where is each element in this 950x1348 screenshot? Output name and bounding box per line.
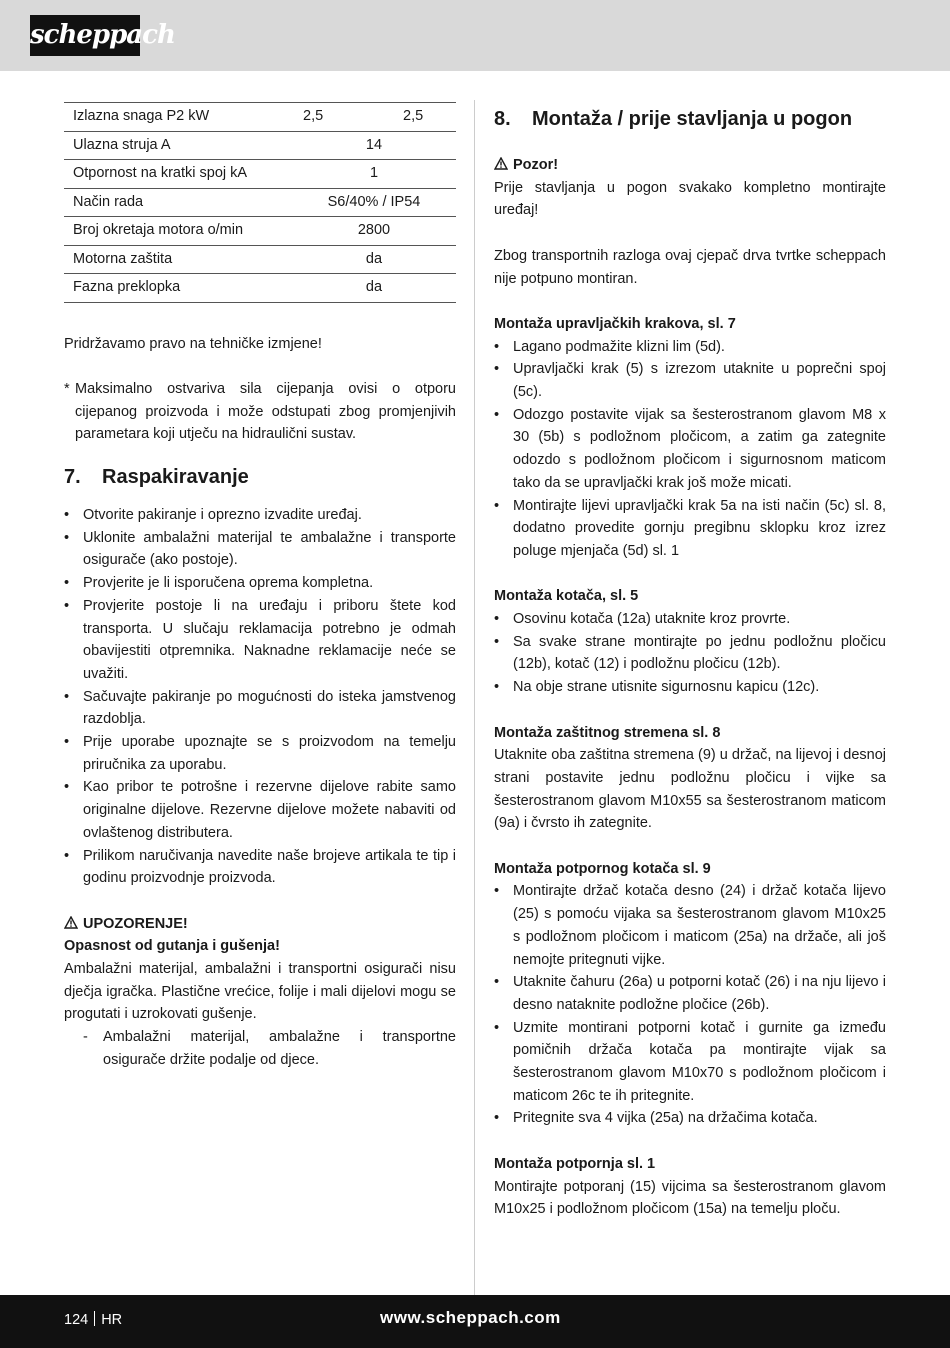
spec-label: Izlazna snaga P2 kW bbox=[64, 103, 283, 132]
list-item: • Prilikom naručivanja navedite naše brojeve artikala te tip i godinu proizvodnje proizvoda. bbox=[64, 845, 456, 890]
column-divider bbox=[474, 100, 475, 1295]
warning-label: UPOZORENJE! bbox=[83, 915, 188, 932]
section-7-heading bbox=[64, 464, 456, 490]
support-heading: Montaža potpornja sl. 1 bbox=[494, 1155, 656, 1172]
footnote bbox=[64, 378, 456, 446]
table-row bbox=[64, 103, 456, 132]
section-title: Montaža / prije stavljanja u pogon bbox=[532, 108, 853, 130]
list-item: • Sa svake strane montirajte po jednu podložnu pločicu (12b), kotač (12) i podložnu pločicu (12b). bbox=[494, 631, 886, 676]
caution-text: Prije stavljanja u pogon svakako kompletno montirajte uređaj! bbox=[494, 179, 886, 219]
warning-triangle-icon bbox=[64, 916, 78, 929]
section-8-heading bbox=[494, 106, 886, 132]
list-item: • Pritegnite sva 4 vijka (25a) na držačima kotača. bbox=[494, 1107, 886, 1130]
caution-heading bbox=[494, 154, 886, 177]
page-footer bbox=[0, 1295, 950, 1348]
list-item: • Osovinu kotača (12a) utaknite kroz provrte. bbox=[494, 608, 886, 631]
footer-separator bbox=[94, 1311, 95, 1326]
caution-label: Pozor! bbox=[513, 157, 559, 173]
list-item: • Utaknite čahuru (26a) u potporni kotač (26) i na nju lijevo i desno nataknite podložne pločice (26b). bbox=[494, 971, 886, 1016]
spec-value: 14 bbox=[283, 131, 456, 160]
list-item: • Montirajte lijevi upravljački krak 5a na isti način (5c) sl. 8, dodatno provedite gornju pregibnu sklopku kroz izrez poluge mjenjača (5d) sl. 1 bbox=[494, 495, 886, 563]
warning-heading bbox=[64, 913, 456, 936]
spec-label: Otpornost na kratki spoj kA bbox=[64, 160, 283, 189]
warning-dash-item bbox=[64, 1026, 456, 1071]
list-item: • Montirajte držač kotača desno (24) i držač kotača lijevo (25) s pomoću vijaka sa šesterostranom glavom M10x25 s podložnom pločicom i maticom (25a) na držače, ali još nemojte pritegnuti vijke. bbox=[494, 880, 886, 971]
list-item: • Na obje strane utisnite sigurnosnu kapicu (12c). bbox=[494, 676, 886, 699]
section-number: 7. bbox=[64, 466, 81, 488]
footnote-star: * bbox=[64, 380, 70, 397]
spec-value: 2800 bbox=[283, 217, 456, 246]
table-row bbox=[64, 217, 456, 246]
list-item: • Prije uporabe upoznajte se s proizvodom na temelju priručnika za uporabu. bbox=[64, 731, 456, 776]
spec-value: S6/40% / IP54 bbox=[283, 188, 456, 217]
list-item: • Upravljački krak (5) s izrezom utaknite u poprečni spoj (5c). bbox=[494, 358, 886, 403]
spec-label: Način rada bbox=[64, 188, 283, 217]
list-item: • Otvorite pakiranje i oprezno izvadite uređaj. bbox=[64, 504, 456, 527]
table-row bbox=[64, 274, 456, 303]
list-item: • Sačuvajte pakiranje po mogućnosti do isteka jamstvenog razdoblja. bbox=[64, 686, 456, 731]
spec-label: Fazna preklopka bbox=[64, 274, 283, 303]
dash-text: Ambalažni materijal, ambalažne i transportne osigurače držite podalje od djece. bbox=[103, 1029, 456, 1068]
page-number-value: 124 bbox=[64, 1312, 89, 1328]
dash-mark: - bbox=[83, 1029, 88, 1046]
scheppach-logo: scheppach bbox=[30, 15, 140, 56]
table-row bbox=[64, 188, 456, 217]
warning-text: Ambalažni materijal, ambalažni i transportni osigurači nisu dječja igračka. Plastične vrećice, folije i mali dijelovi mogu se progutati i uzrokovati gušenje. bbox=[64, 961, 456, 1023]
language-code: HR bbox=[101, 1312, 123, 1328]
unpack-list bbox=[64, 504, 456, 890]
transport-note: Zbog transportnih razloga ovaj cjepač drva tvrtke scheppach nije potpuno montiran. bbox=[494, 247, 886, 287]
warning-triangle-icon bbox=[494, 157, 508, 170]
support-text: Montirajte potporanj (15) vijcima sa šesterostranom glavom M10x25 i podložnom pločicom (15a) na temelju ploču. bbox=[494, 1178, 886, 1218]
spec-value: da bbox=[283, 245, 456, 274]
spec-value: da bbox=[283, 274, 456, 303]
spec-value: 1 bbox=[283, 160, 456, 189]
page-header bbox=[0, 0, 950, 71]
levers-heading: Montaža upravljačkih krakova, sl. 7 bbox=[494, 315, 736, 332]
spec-label: Broj okretaja motora o/min bbox=[64, 217, 283, 246]
list-item: • Kao pribor te potrošne i rezervne dijelove rabite samo originalne dijelove. Rezervne dijelove možete nabaviti od ovlaštenog distributera. bbox=[64, 776, 456, 844]
spec-table bbox=[64, 102, 456, 303]
support-wheel-list bbox=[494, 880, 886, 1130]
section-title: Raspakiravanje bbox=[102, 466, 249, 488]
wheels-heading: Montaža kotača, sl. 5 bbox=[494, 588, 639, 605]
reservation-note: Pridržavamo pravo na tehničke izmjene! bbox=[64, 335, 322, 352]
list-item: • Provjerite postoje li na uređaju i priboru štete kod transporta. U slučaju reklamacija potrebno je odmah obavijestiti otpremnika. Naknadne reklamacije neće se uvažiti. bbox=[64, 595, 456, 686]
wheels-list bbox=[494, 608, 886, 699]
list-item: • Uklonite ambalažni materijal te ambalažne i transporte osigurače (ako postoje). bbox=[64, 527, 456, 572]
left-column bbox=[64, 100, 456, 1072]
spec-value: 2,5 bbox=[283, 103, 383, 132]
list-item: • Lagano podmažite klizni lim (5d). bbox=[494, 336, 886, 359]
spec-label: Motorna zaštita bbox=[64, 245, 283, 274]
table-row bbox=[64, 131, 456, 160]
warning-title: Opasnost od gutanja i gušenja! bbox=[64, 938, 280, 955]
levers-list bbox=[494, 336, 886, 563]
website-url[interactable]: www.scheppach.com bbox=[380, 1308, 561, 1327]
guard-heading: Montaža zaštitnog stremena sl. 8 bbox=[494, 724, 721, 741]
guard-text: Utaknite oba zaštitna stremena (9) u držač, na lijevoj i desnoj strani postavite jednu podložnu pločicu i vijke sa šesterostranom glavom M10x55 sa šesterostranom maticom (9a) i čvrsto ih zategnite. bbox=[494, 747, 886, 832]
spec-value: 2,5 bbox=[383, 103, 456, 132]
support-wheel-heading: Montaža potpornog kotača sl. 9 bbox=[494, 860, 711, 877]
table-row bbox=[64, 245, 456, 274]
table-row bbox=[64, 160, 456, 189]
list-item: • Provjerite je li isporučena oprema kompletna. bbox=[64, 572, 456, 595]
section-number: 8. bbox=[494, 108, 511, 130]
footnote-text: Maksimalno ostvariva sila cijepanja ovisi o otporu cijepanog proizvoda i može odstupati zbog promjenjivih parametara koji utječu na hidraulični sustav. bbox=[75, 380, 456, 443]
right-column bbox=[494, 100, 886, 1221]
list-item: • Odozgo postavite vijak sa šesterostranom glavom M8 x 30 (5b) s podložnom pločicom, a zatim ga zategnite odozdo s podložnom pločicom i sigurnosnom maticom tako da se upravljački krak još može micati. bbox=[494, 404, 886, 495]
list-item: • Uzmite montirani potporni kotač i gurnite ga između pomičnih držača kotača pa montirajte vijak sa šesterostranom glavom M10x70 s podložnom pločicom i maticom 26c te ih pritegnite. bbox=[494, 1017, 886, 1108]
page-number bbox=[64, 1311, 122, 1328]
spec-label: Ulazna struja A bbox=[64, 131, 283, 160]
